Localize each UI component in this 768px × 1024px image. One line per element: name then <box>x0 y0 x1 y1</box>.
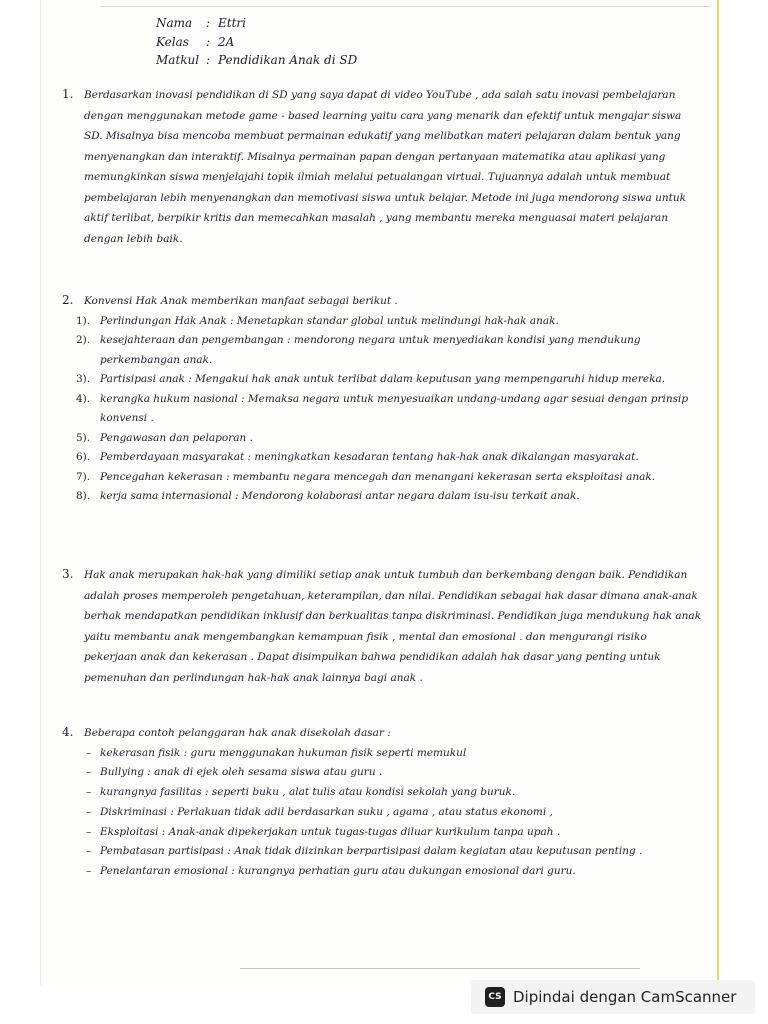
student-header <box>156 14 357 70</box>
list-item: 7). Pencegahan kekerasan : membantu negara mencegah dan menangani kekerasan serta eksploitasi anak. <box>76 470 656 483</box>
list-item: 6). Pemberdayaan masyarakat : meningkatkan kesadaran tentang hak-hak anak dikalangan masyarakat. <box>76 451 639 463</box>
benefit-list <box>62 312 702 507</box>
answer-1 <box>62 84 702 249</box>
list-item: 1). Perlindungan Hak Anak : Menetapkan standar global untuk melindungi hak-hak anak. <box>76 314 559 327</box>
header-row-name: Nama : Ettri <box>156 14 357 33</box>
list-item: – Diskriminasi : Perlakuan tidak adil berdasarkan suku , agama , atau status ekonomi , <box>86 805 553 818</box>
list-item: 8). kerja sama internasional : Mendorong kolaborasi antar negara dalam isu-isu terkait anak. <box>76 490 580 502</box>
header-value: 2A <box>218 34 235 49</box>
camscanner-watermark <box>471 980 755 1014</box>
answer-2 <box>62 290 702 507</box>
list-item: – Bullying : anak di ejek oleh sesama siswa atau guru . <box>86 766 383 779</box>
header-row-class: Kelas : 2A <box>156 33 357 52</box>
list-item: – Penelantaran emosional : kurangnya perhatian guru atau dukungan emosional dari guru. <box>86 865 576 878</box>
answer-text: Hak anak merupakan hak-hak yang dimiliki setiap anak untuk tumbuh dan berkembang dengan baik. Pendidikan adalah proses memperoleh pengetahuan, keterampilan, dan nilai. Pendidikan sebagai hak dasar dimana anak-anak berhak mendapatkan pendidikan inklusif dan berkualitas tanpa diskriminasi. Pendidikan juga mendukung hak anak yaitu membantu anak mengembangkan kemampuan fisik , mental dan emosional . dan mengurangi risiko pekerjaan anak dan kekerasan . Dapat disimpulkan bahwa pendidikan adalah hak dasar yang penting untuk pemenuhan dan perlindungan hak-hak anak lainnya bagi anak . <box>84 569 702 684</box>
answer-number: 1. <box>62 87 74 101</box>
header-label: Nama <box>156 16 193 30</box>
list-item: 4). kerangka hukum nasional : Memaksa negara untuk menyesuaikan undang-undang agar sesuai dengan prinsip konvensi . <box>76 392 689 424</box>
header-value: Pendidikan Anak di SD <box>218 53 358 67</box>
list-item: 5). Pengawasan dan pelaporan . <box>76 431 253 444</box>
answer-3 <box>62 564 702 688</box>
watermark-text: Dipindai dengan CamScanner <box>513 988 737 1006</box>
list-item: – kurangnya fasilitas : seperti buku , alat tulis atau kondisi sekolah yang buruk. <box>86 786 516 799</box>
list-item: – Pembatasan partisipasi : Anak tidak diizinkan berpartisipasi dalam kegiatan atau keputusan penting . <box>86 845 643 858</box>
list-item: 2). kesejahteraan dan pengembangan : mendorong negara untuk menyediakan kondisi yang mendukung perkembangan anak. <box>76 334 641 366</box>
header-value: Ettri <box>218 16 246 30</box>
answer-intro: Beberapa contoh pelanggaran hak anak disekolah dasar : <box>84 727 391 739</box>
answer-4 <box>62 722 702 882</box>
camscanner-logo-icon: CS <box>485 987 505 1007</box>
answer-number: 2. <box>62 293 74 307</box>
violation-list <box>62 744 702 883</box>
header-label: Matkul <box>156 53 200 67</box>
paper-bottom-edge <box>240 968 640 969</box>
header-label: Kelas <box>156 34 189 49</box>
list-item: 3). Partisipasi anak : Mengakui hak anak untuk terlibat dalam keputusan yang mempengaruhi hidup mereka. <box>76 373 666 385</box>
answer-text: Berdasarkan inovasi pendidikan di SD yang saya dapat di video YouTube , ada salah satu inovasi pembelajaran dengan menggunakan metode game - based learning yaitu cara yang menarik dan efektif untuk mengajar siswa SD. Misalnya bisa mencoba membuat permainan edukatif yang melibatkan materi pelajaran dalam bentuk yang menyenangkan dan interaktif. Misalnya permainan papan dengan pertanyaan matematika atau aplikasi yang memungkinkan siswa menjelajahi topik ilmiah melalui petualangan virtual. Tujuannya adalah untuk membuat pembelajaran lebih menyenangkan dan memotivasi siswa untuk belajar. Metode ini juga mendorong siswa untuk aktif terlibat, berpikir kritis dan memecahkan masalah , yang membantu mereka menguasai materi pelajaran dengan lebih baik. <box>84 89 686 245</box>
list-item: – kekerasan fisik : guru menggunakan hukuman fisik seperti memukul <box>86 746 467 759</box>
answer-number: 3. <box>62 567 74 581</box>
list-item: – Eksploitasi : Anak-anak dipekerjakan untuk tugas-tugas diluar kurikulum tanpa upah . <box>86 825 561 838</box>
header-row-course: Matkul : Pendidikan Anak di SD <box>156 51 357 70</box>
paper-top-edge <box>100 6 710 7</box>
answer-intro: Konvensi Hak Anak memberikan manfaat sebagai berikut . <box>84 295 398 307</box>
answer-number: 4. <box>62 725 74 739</box>
